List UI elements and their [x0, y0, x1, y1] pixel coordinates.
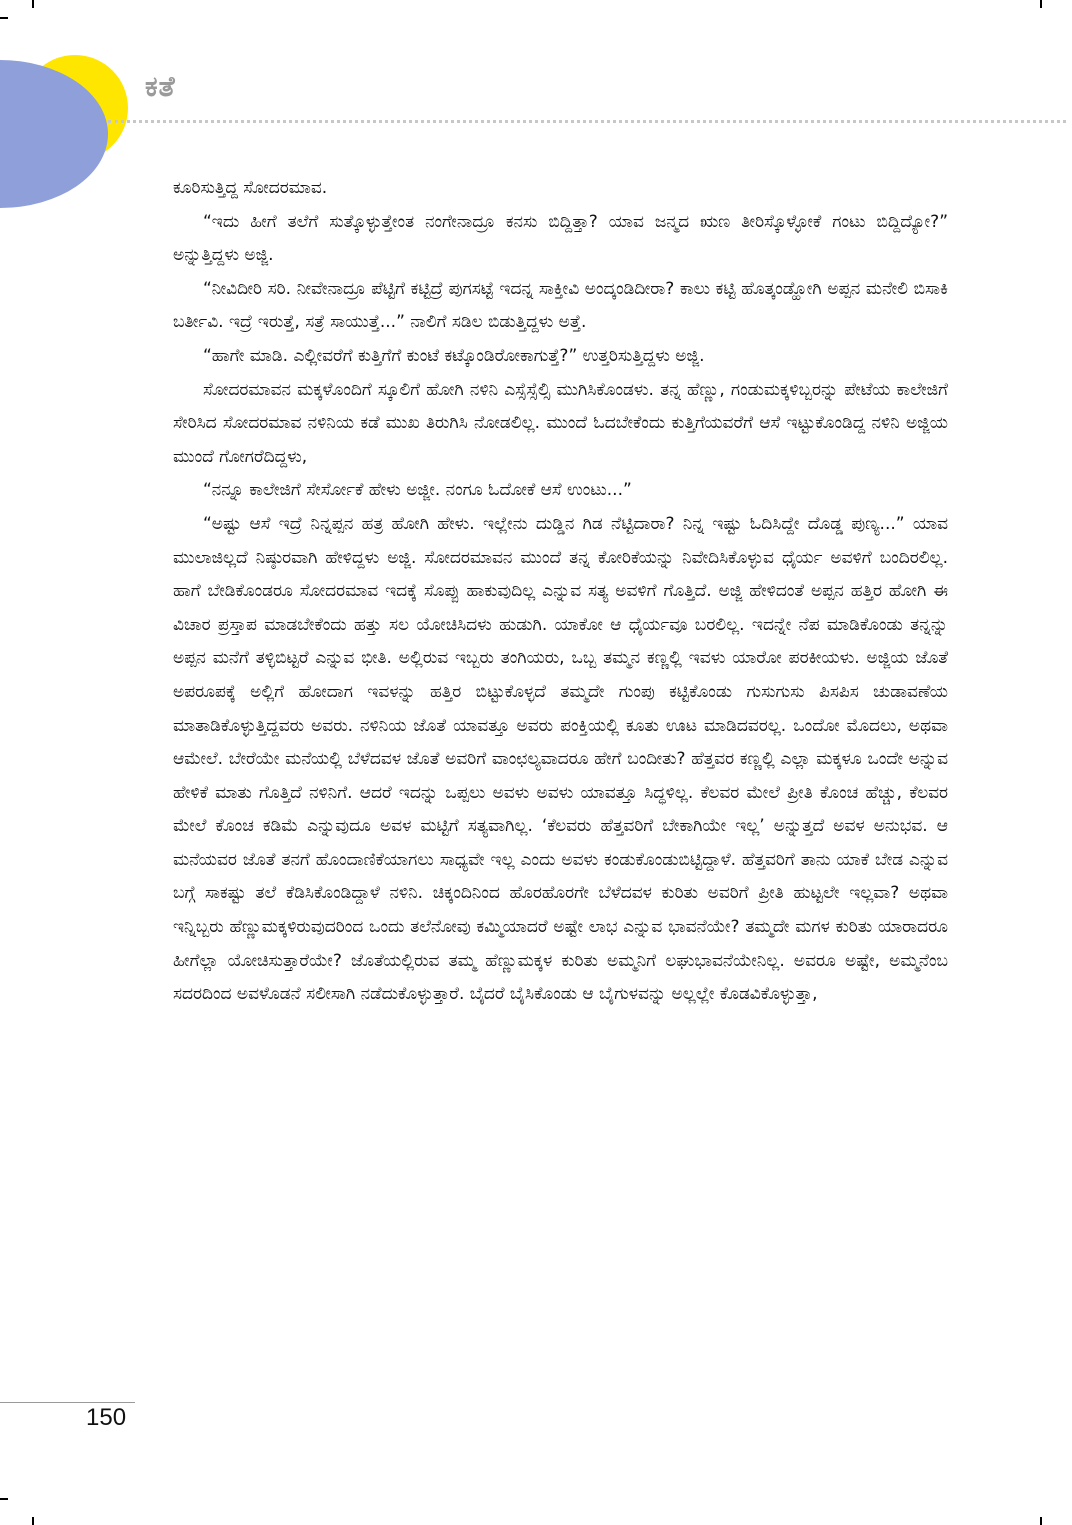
crop-mark-top-right-vertical — [1040, 0, 1042, 8]
paragraph: ಕೂರಿಸುತ್ತಿದ್ದ ಸೋದರಮಾವ. — [173, 178, 328, 198]
paragraph: “ನೀವಿದೀರಿ ಸರಿ. ನೀವೇನಾದ್ರೂ ಪೆಟ್ಟಿಗೆ ಕಟ್ಟಿದ್ರೆ ಪುಗಸಟ್ಟೆ ಇದನ್ನ ಸಾಕ್ತೀವಿ ಅಂದ್ಕಂಡಿದೀರಾ? ಕಾಲು ಕಟ್ಟಿ ಹೊತ್ಕಂಡ್ಹೋಗಿ ಅಪ್ಪನ ಮನೇಲಿ ಬಿಸಾಕಿ ಬರ್ತೀವಿ. ಇದ್ರೆ ಇರುತ್ತೆ, ಸತ್ರೆ ಸಾಯುತ್ತೆ...” ನಾಲಿಗೆ ಸಡಿಲ ಬಿಡುತ್ತಿದ್ದಳು ಅತ್ತೆ. — [173, 278, 948, 333]
crop-mark-top-left-vertical — [32, 0, 34, 8]
paragraph: “ಇದು ಹೀಗೆ ತಲೆಗೆ ಸುತ್ಕೊಳ್ಳುತ್ತೇಂತ ನಂಗೇನಾದ್ರೂ ಕನಸು ಬಿದ್ದಿತ್ತಾ? ಯಾವ ಜನ್ಮದ ಋಣ ತೀರಿಸ್ಕೊಳ್ಳೋಕೆ ಗಂಟು ಬಿದ್ದಿದ್ಯೋ?” ಅನ್ನುತ್ತಿದ್ದಳು ಅಜ್ಜಿ. — [173, 211, 948, 266]
section-title: ಕತೆ — [145, 70, 176, 103]
header-dotted-divider — [108, 120, 1066, 123]
paragraph: ಸೋದರಮಾವನ ಮಕ್ಕಳೊಂದಿಗೆ ಸ್ಕೂಲಿಗೆ ಹೋಗಿ ನಳಿನಿ ಎಸ್ಸೆಸ್ಸೆಲ್ಸಿ ಮುಗಿಸಿಕೊಂಡಳು. ತನ್ನ ಹೆಣ್ಣು, ಗಂಡುಮಕ್ಕಳಿಬ್ಬರನ್ನು ಪೇಟೆಯ ಕಾಲೇಜಿಗೆ ಸೇರಿಸಿದ ಸೋದರಮಾವ ನಳಿನಿಯ ಕಡೆ ಮುಖ ತಿರುಗಿಸಿ ನೋಡಲಿಲ್ಲ. ಮುಂದೆ ಓದಬೇಕೆಂದು ಕುತ್ತಿಗೆಯವರೆಗೆ ಆಸೆ ಇಟ್ಟುಕೊಂಡಿದ್ದ ನಳಿನಿ ಅಜ್ಜಿಯ ಮುಂದೆ ಗೋಗರೆದಿದ್ದಳು, — [173, 379, 948, 467]
crop-mark-bottom-left-vertical — [32, 1517, 34, 1525]
footer-divider — [0, 1402, 135, 1403]
paragraph: “ಹಾಗೇ ಮಾಡಿ. ಎಲ್ಲೀವರೆಗೆ ಕುತ್ತಿಗೆಗೆ ಕುಂಟೆ ಕಟ್ಕೊಂಡಿರೋಕಾಗುತ್ತೆ?” ಉತ್ತರಿಸುತ್ತಿದ್ದಳು ಅಜ್ಜಿ. — [203, 345, 705, 366]
crop-mark-bottom-right-vertical — [1040, 1517, 1042, 1525]
paragraph: “ನನ್ನೂ ಕಾಲೇಜಿಗೆ ಸೇರ್ಸೋಕೆ ಹೇಳು ಅಜ್ಜೀ. ನಂಗೂ ಓದೋಕೆ ಆಸೆ ಉಂಟು...” — [203, 480, 632, 501]
page-number: 150 — [86, 1404, 127, 1431]
crop-mark-bottom-left-horizontal — [0, 1498, 8, 1500]
story-body — [173, 172, 948, 1012]
paragraph: “ಅಷ್ಟು ಆಸೆ ಇದ್ರೆ ನಿನ್ನಪ್ಪನ ಹತ್ರ ಹೋಗಿ ಹೇಳು. ಇಲ್ಲೇನು ದುಡ್ಡಿನ ಗಿಡ ನೆಟ್ಟಿದಾರಾ? ನಿನ್ನ ಇಷ್ಟು ಓದಿಸಿದ್ದೇ ದೊಡ್ಡ ಪುಣ್ಯ...” ಯಾವ ಮುಲಾಜಿಲ್ಲದೆ ನಿಷ್ಠುರವಾಗಿ ಹೇಳಿದ್ದಳು ಅಜ್ಜಿ. ಸೋದರಮಾವನ ಮುಂದೆ ತನ್ನ ಕೋರಿಕೆಯನ್ನು ನಿವೇದಿಸಿಕೊಳ್ಳುವ ಧೈರ್ಯ ಅವಳಿಗೆ ಬಂದಿರಲಿಲ್ಲ. ಹಾಗೆ ಬೇಡಿಕೊಂಡರೂ ಸೋದರಮಾವ ಇದಕ್ಕೆ ಸೊಪ್ಪು ಹಾಕುವುದಿಲ್ಲ ಎನ್ನುವ ಸತ್ಯ ಅವಳಿಗೆ ಗೊತ್ತಿದೆ. ಅಜ್ಜಿ ಹೇಳಿದಂತೆ ಅಪ್ಪನ ಹತ್ತಿರ ಹೋಗಿ ಈ ವಿಚಾರ ಪ್ರಸ್ತಾಪ ಮಾಡಬೇಕೆಂದು ಹತ್ತು ಸಲ ಯೋಚಿಸಿದಳು ಹುಡುಗಿ. ಯಾಕೋ ಆ ಧೈರ್ಯವೂ ಬರಲಿಲ್ಲ. ಇದನ್ನೇ ನೆಪ ಮಾಡಿಕೊಂಡು ತನ್ನನ್ನು ಅಪ್ಪನ ಮನೆಗೆ ತಳ್ಳಿಬಿಟ್ಟರೆ ಎನ್ನುವ ಭೀತಿ. ಅಲ್ಲಿರುವ ಇಬ್ಬರು ತಂಗಿಯರು, ಒಬ್ಬ ತಮ್ಮನ ಕಣ್ಣಲ್ಲಿ ಇವಳು ಯಾರೋ ಪರಕೀಯಳು. ಅಜ್ಜಿಯ ಜೊತೆ ಅಪರೂಪಕ್ಕೆ ಅಲ್ಲಿಗೆ ಹೋದಾಗ ಇವಳನ್ನು ಹತ್ತಿರ ಬಿಟ್ಟುಕೊಳ್ಳದೆ ತಮ್ಮದೇ ಗುಂಪು ಕಟ್ಟಿಕೊಂಡು ಗುಸುಗುಸು ಪಿಸಪಿಸ ಚುಡಾವಣೆಯ ಮಾತಾಡಿಕೊಳ್ಳುತ್ತಿದ್ದವರು ಅವರು. ನಳಿನಿಯ ಜೊತೆ ಯಾವತ್ತೂ ಅವರು ಪಂಕ್ತಿಯಲ್ಲಿ ಕೂತು ಊಟ ಮಾಡಿದವರಲ್ಲ. ಒಂದೋ ಮೊದಲು, ಅಥವಾ ಆಮೇಲೆ. ಬೇರೆಯೇ ಮನೆಯಲ್ಲಿ ಬೆಳೆದವಳ ಜೊತೆ ಅವರಿಗೆ ವಾಂಛಲ್ಯವಾದರೂ ಹೇಗೆ ಬಂದೀತು? ಹೆತ್ತವರ ಕಣ್ಣಲ್ಲಿ ಎಲ್ಲಾ ಮಕ್ಕಳೂ ಒಂದೇ ಅನ್ನುವ ಹೇಳಿಕೆ ಮಾತು ಗೊತ್ತಿದೆ ನಳಿನಿಗೆ. ಆದರೆ ಇದನ್ನು ಒಪ್ಪಲು ಅವಳು ಅವಳು ಯಾವತ್ತೂ ಸಿದ್ಧಳಿಲ್ಲ. ಕೆಲವರ ಮೇಲೆ ಪ್ರೀತಿ ಕೊಂಚ ಹೆಚ್ಚು, ಕೆಲವರ ಮೇಲೆ ಕೊಂಚ ಕಡಿಮೆ ಎನ್ನುವುದೂ ಅವಳ ಮಟ್ಟಿಗೆ ಸತ್ಯವಾಗಿಲ್ಲ. ‘ಕೆಲವರು ಹೆತ್ತವರಿಗೆ ಬೇಕಾಗಿಯೇ ಇಲ್ಲ’ ಅನ್ನುತ್ತದೆ ಅವಳ ಅನುಭವ. ಆ ಮನೆಯವರ ಜೊತೆ ತನಗೆ ಹೊಂದಾಣಿಕೆಯಾಗಲು ಸಾಧ್ಯವೇ ಇಲ್ಲ ಎಂದು ಅವಳು ಕಂಡುಕೊಂಡುಬಿಟ್ಟಿದ್ದಾಳೆ. ಹೆತ್ತವರಿಗೆ ತಾನು ಯಾಕೆ ಬೇಡ ಎನ್ನುವ ಬಗ್ಗೆ ಸಾಕಷ್ಟು ತಲೆ ಕೆಡಿಸಿಕೊಂಡಿದ್ದಾಳೆ ನಳಿನಿ. ಚಿಕ್ಕಂದಿನಿಂದ ಹೊರಹೊರಗೇ ಬೆಳೆದವಳ ಕುರಿತು ಅವರಿಗೆ ಪ್ರೀತಿ ಹುಟ್ಟಲೇ ಇಲ್ಲವಾ? ಅಥವಾ ಇನ್ನಿಬ್ಬರು ಹೆಣ್ಣುಮಕ್ಕಳಿರುವುದರಿಂದ ಒಂದು ತಲೆನೋವು ಕಮ್ಮಿಯಾದರೆ ಅಷ್ಟೇ ಲಾಭ ಎನ್ನುವ ಭಾವನೆಯೇ? ತಮ್ಮದೇ ಮಗಳ ಕುರಿತು ಯಾರಾದರೂ ಹೀಗೆಲ್ಲಾ ಯೋಚಿಸುತ್ತಾರೆಯೇ? ಜೊತೆಯಲ್ಲಿರುವ ತಮ್ಮ ಹೆಣ್ಣುಮಕ್ಕಳ ಕುರಿತು ಅಮ್ಮನಿಗೆ ಲಘುಭಾವನೆಯೇನಿಲ್ಲ. ಅವರೂ ಅಷ್ಟೇ, ಅಮ್ಮನೆಂಬ ಸದರದಿಂದ ಅವಳೊಡನೆ ಸಲೀಸಾಗಿ ನಡೆದುಕೊಳ್ಳುತ್ತಾರೆ. ಬೈದರೆ ಬೈಸಿಕೊಂಡು ಆ ಬೈಗುಳವನ್ನು ಅಲ್ಲಲ್ಲೇ ಕೊಡವಿಕೊಳ್ಳುತ್ತಾ, — [173, 513, 949, 1005]
crop-mark-top-left-horizontal — [0, 17, 8, 19]
